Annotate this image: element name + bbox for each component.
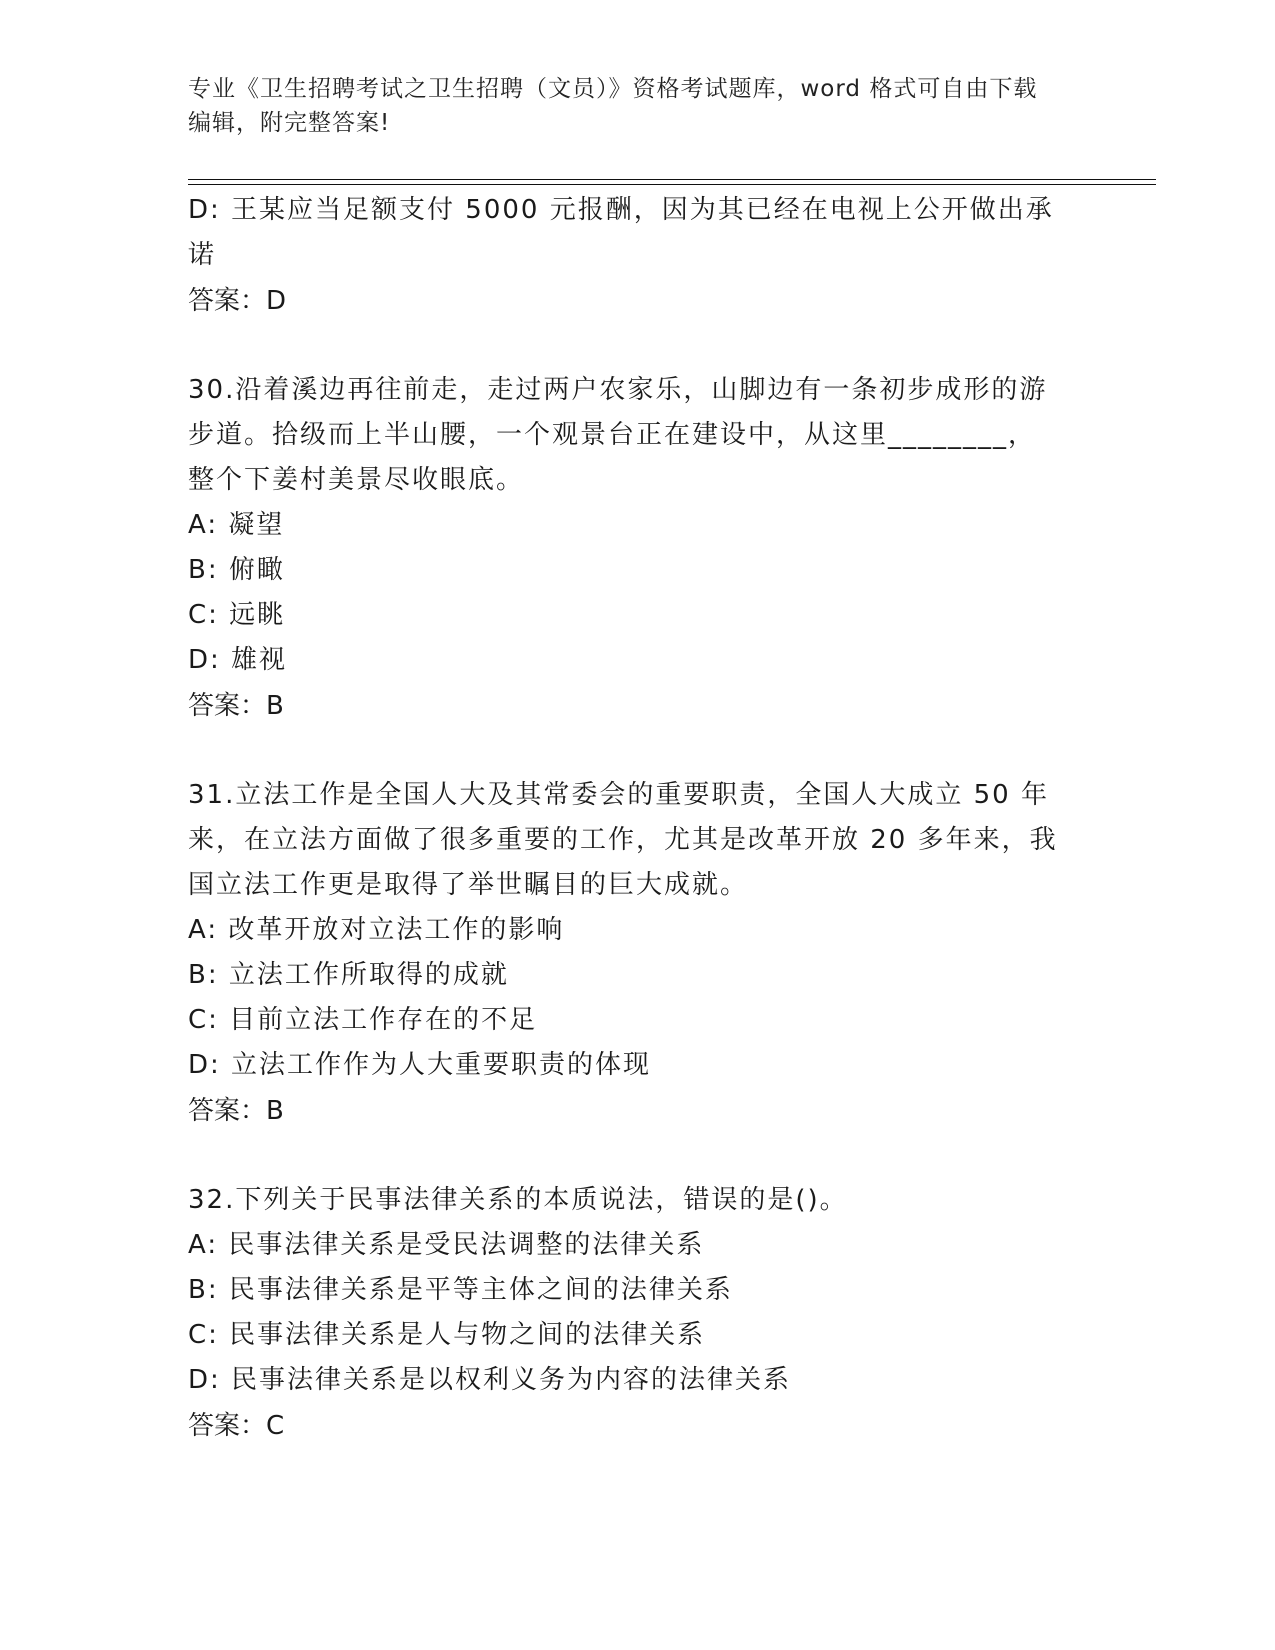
- question-stem-line: 国立法工作更是取得了举世瞩目的巨大成就。: [188, 870, 749, 900]
- question-stem-line: 整个下姜村美景尽收眼底。: [188, 465, 525, 495]
- question-32: [188, 1178, 1088, 1449]
- document-header: [188, 72, 1088, 140]
- option-c: C: 民事法律关系是人与物之间的法律关系: [188, 1320, 706, 1350]
- option-d: D: 雄视: [188, 645, 288, 675]
- answer-line: 答案：B: [188, 691, 284, 721]
- question-stem-line: 32.下列关于民事法律关系的本质说法，错误的是()。: [188, 1185, 848, 1215]
- question-31: [188, 773, 1088, 1134]
- option-d: D: 立法工作作为人大重要职责的体现: [188, 1050, 652, 1080]
- header-divider-bottom: [188, 184, 1156, 185]
- option-a: A: 凝望: [188, 510, 285, 540]
- option-a: A: 改革开放对立法工作的影响: [188, 915, 565, 945]
- option-d-line-1: D: 王某应当足额支付 5000 元报酬，因为其已经在电视上公开做出承: [188, 195, 1054, 225]
- header-divider-top: [188, 179, 1156, 180]
- option-c: C: 目前立法工作存在的不足: [188, 1005, 538, 1035]
- question-30: [188, 368, 1088, 729]
- option-d-line-2: 诺: [188, 240, 217, 270]
- question-content: [188, 188, 1088, 1449]
- answer-line: 答案：C: [188, 1411, 285, 1441]
- question-stem-line: 来，在立法方面做了很多重要的工作，尤其是改革开放 20 多年来，我: [188, 825, 1058, 855]
- header-line-1: 专业《卫生招聘考试之卫生招聘（文员）》资格考试题库，word 格式可自由下载: [188, 76, 1038, 102]
- option-b: B: 立法工作所取得的成就: [188, 960, 509, 990]
- question-stem-line: 31.立法工作是全国人大及其常委会的重要职责，全国人大成立 50 年: [188, 780, 1049, 810]
- answer-line: 答案：D: [188, 286, 287, 316]
- question-stem-line: 步道。拾级而上半山腰，一个观景台正在建设中，从这里________，: [188, 420, 1037, 450]
- question-stem-line: 30.沿着溪边再往前走，走过两户农家乐，山脚边有一条初步成形的游: [188, 375, 1048, 405]
- question-29-tail: [188, 188, 1088, 324]
- option-c: C: 远眺: [188, 600, 286, 630]
- option-a: A: 民事法律关系是受民法调整的法律关系: [188, 1230, 705, 1260]
- option-b: B: 俯瞰: [188, 555, 285, 585]
- option-d: D: 民事法律关系是以权利义务为内容的法律关系: [188, 1365, 792, 1395]
- header-line-2: 编辑，附完整答案!: [188, 110, 391, 136]
- answer-line: 答案：B: [188, 1096, 284, 1126]
- option-b: B: 民事法律关系是平等主体之间的法律关系: [188, 1275, 733, 1305]
